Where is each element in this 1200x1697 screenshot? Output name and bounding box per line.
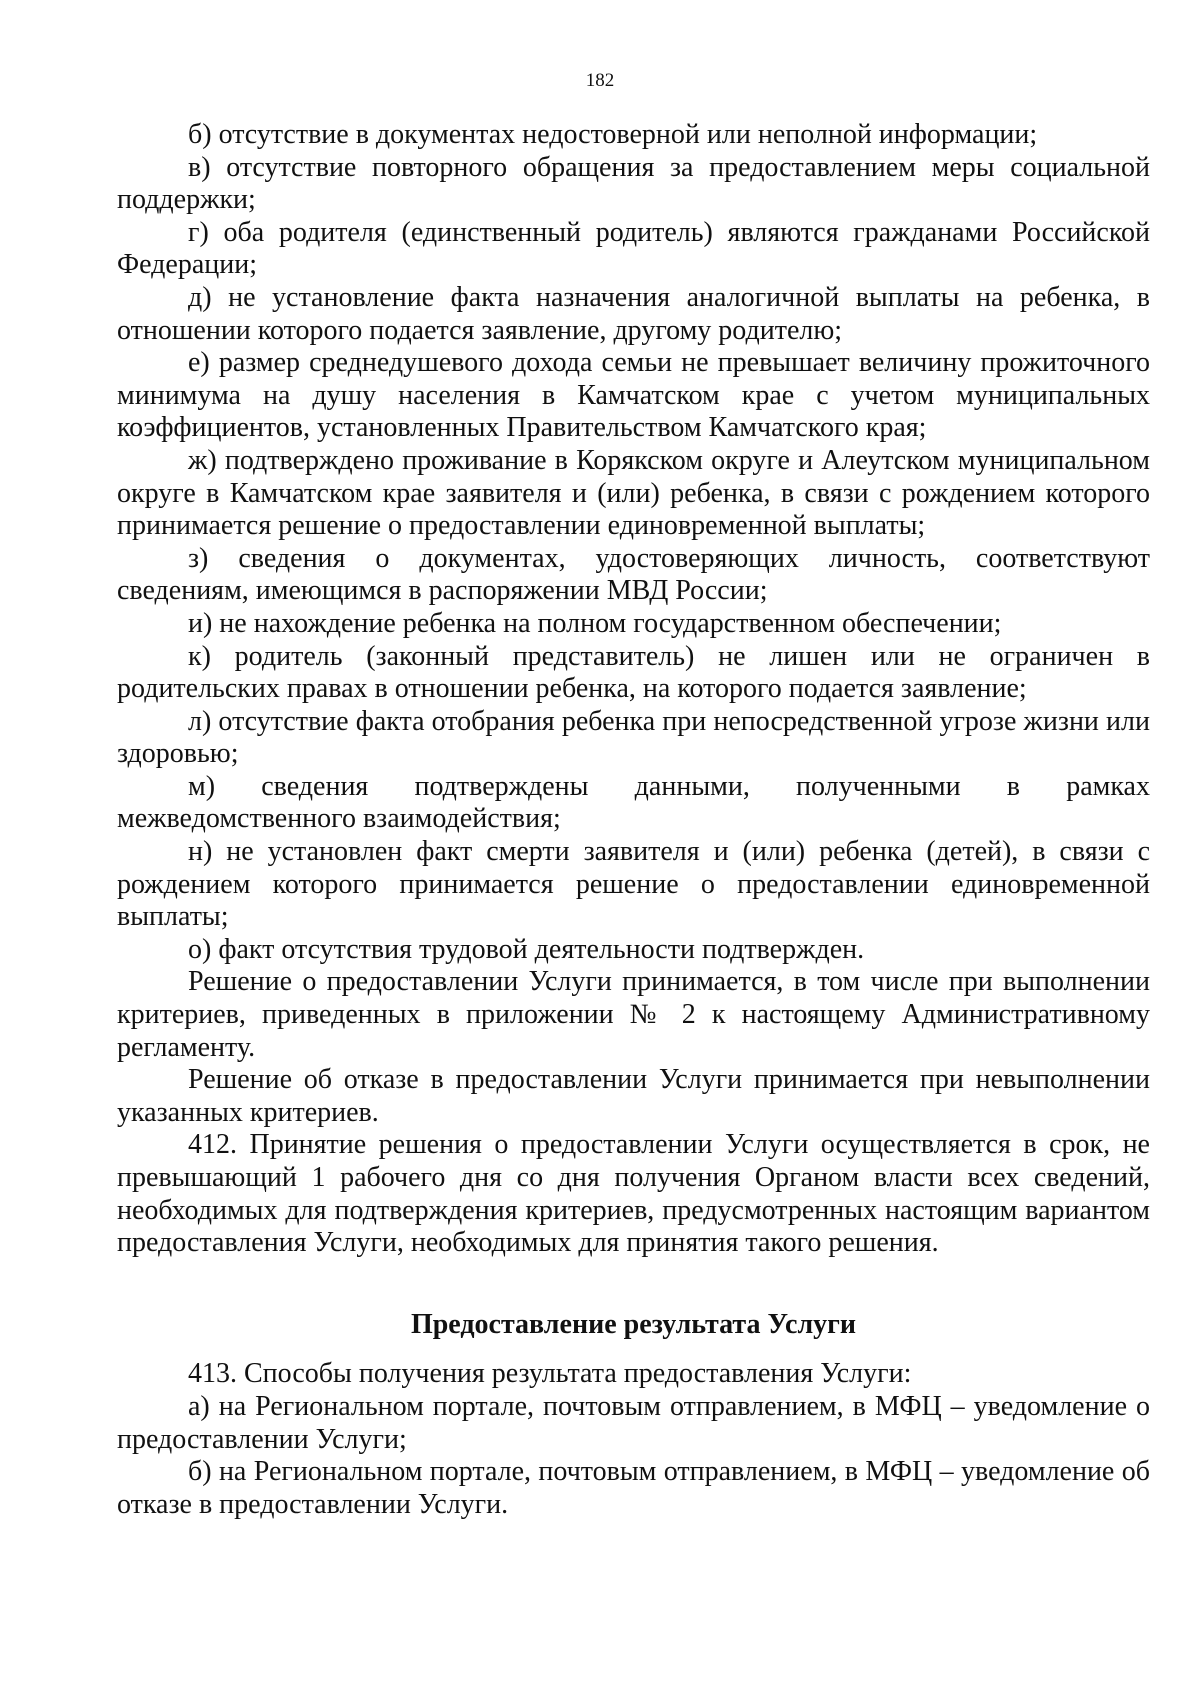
- paragraph: б) отсутствие в документах недостоверной или неполной информации;: [188, 119, 1038, 150]
- document-body: [117, 119, 1150, 1521]
- paragraph: з) сведения о документах, удостоверяющих личность, соответствуют сведениям, имеющимся в распоряжении МВД России;: [117, 542, 1150, 607]
- paragraph: г) оба родителя (единственный родитель) являются гражданами Российской Федерации;: [117, 216, 1150, 281]
- paragraph: н) не установлен факт смерти заявителя и (или) ребенка (детей), в связи с рождением которого принимается решение о предоставлении единовременной выплаты;: [117, 836, 1150, 933]
- paragraph: Решение об отказе в предоставлении Услуги принимается при невыполнении указанных критериев.: [117, 1064, 1150, 1128]
- paragraph: ж) подтверждено проживание в Корякском округе и Алеутском муниципальном округе в Камчатском крае заявителя и (или) ребенка, в связи с рождением которого принимается решение о предоставлении единовременной выплаты;: [117, 444, 1150, 542]
- paragraph: 413. Способы получения результата предоставления Услуги:: [188, 1358, 912, 1390]
- paragraph: а) на Региональном портале, почтовым отправлением, в МФЦ – уведомление о предоставлении Услуги;: [117, 1390, 1150, 1455]
- paragraph: в) отсутствие повторного обращения за предоставлением меры социальной поддержки;: [117, 151, 1150, 216]
- paragraph: о) факт отсутствия трудовой деятельности подтвержден.: [188, 933, 865, 965]
- paragraph: и) не нахождение ребенка на полном государственном обеспечении;: [188, 607, 1002, 639]
- paragraph: к) родитель (законный представитель) не лишен или не ограничен в родительских правах в отношении ребенка, на которого подается заявление;: [117, 640, 1150, 705]
- paragraph: м) сведения подтверждены данными, полученными в рамках межведомственного взаимодействия;: [117, 770, 1150, 835]
- paragraph: д) не установление факта назначения аналогичной выплаты на ребенка, в отношении которого подается заявление, другому родителю;: [117, 281, 1150, 346]
- section-heading: Предоставление результата Услуги: [410, 1308, 857, 1340]
- paragraph: б) на Региональном портале, почтовым отправлением, в МФЦ – уведомление об отказе в предоставлении Услуги.: [117, 1456, 1150, 1520]
- paragraph: Решение о предоставлении Услуги принимается, в том числе при выполнении критериев, приведенных в приложении № 2 к настоящему Административному регламенту.: [117, 966, 1150, 1063]
- paragraph: 412. Принятие решения о предоставлении Услуги осуществляется в срок, не превышающий 1 рабочего дня со дня получения Органом власти всех сведений, необходимых для подтверждения критериев, предусмотренных настоящим вариантом предоставления Услуги, необходимых для принятия такого решения.: [117, 1129, 1150, 1259]
- paragraph: л) отсутствие факта отобрания ребенка при непосредственной угрозе жизни или здоровью;: [117, 705, 1150, 770]
- page-number: 182: [585, 70, 615, 91]
- paragraph: е) размер среднедушевого дохода семьи не превышает величину прожиточного минимума на душу населения в Камчатском крае с учетом муниципальных коэффициентов, установленных Правительством Камчатского края;: [117, 347, 1150, 444]
